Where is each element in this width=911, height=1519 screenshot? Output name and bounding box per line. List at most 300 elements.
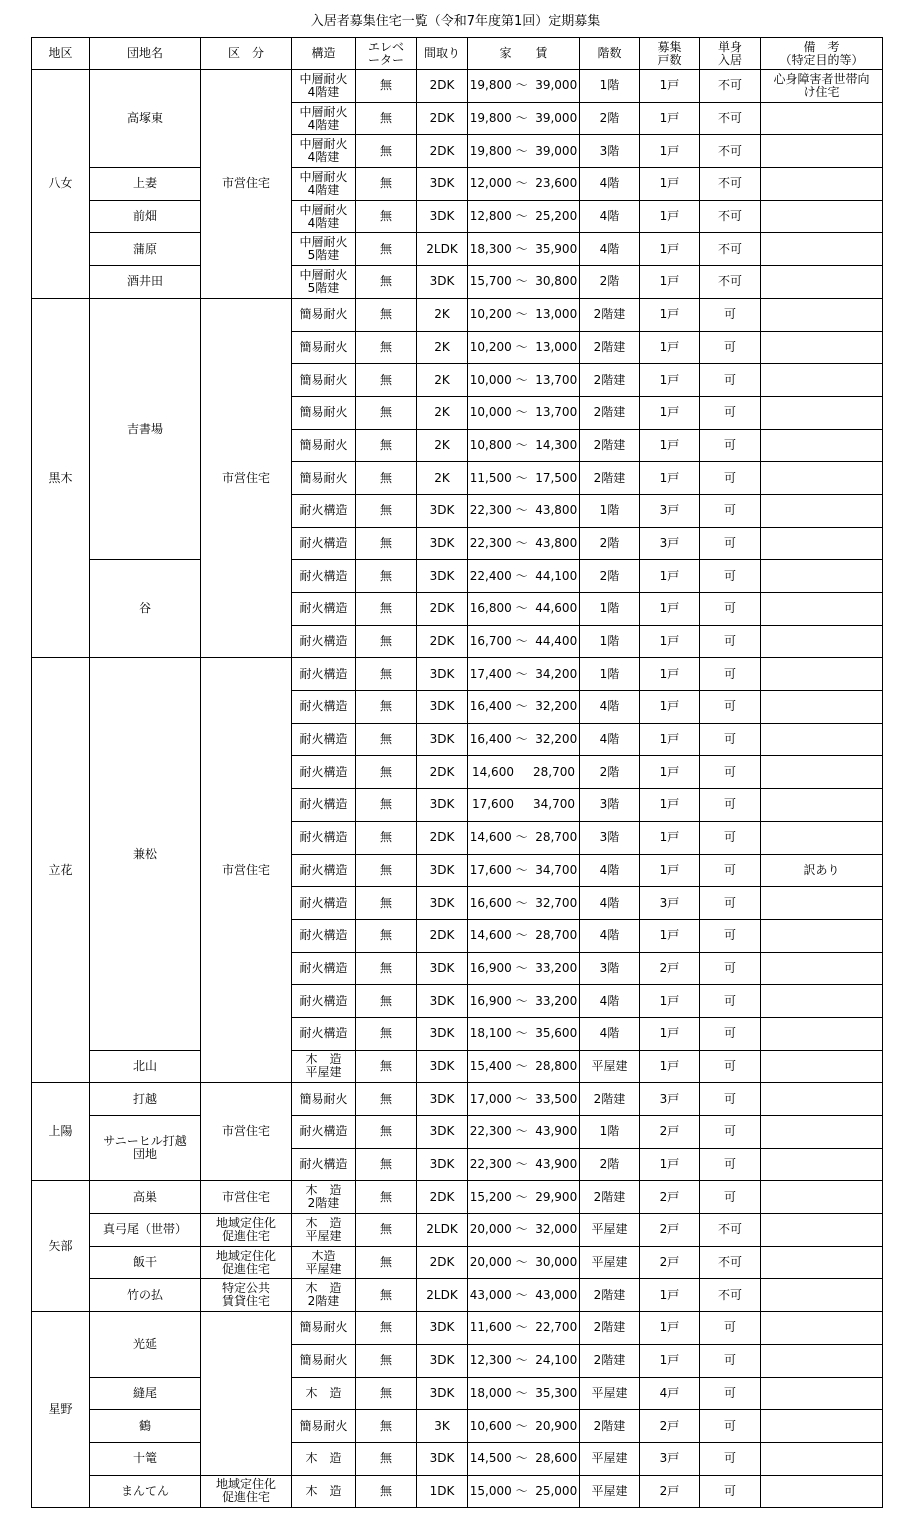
rent-cell: 12,000 ～ 23,600: [468, 168, 580, 201]
single-cell: 不可: [700, 1246, 761, 1279]
remarks-cell: [761, 1050, 883, 1083]
district-cell: 上陽: [32, 1083, 90, 1181]
elevator-cell: 無: [356, 494, 417, 527]
structure-cell: 中層耐火 4階建: [292, 168, 356, 201]
structure-cell: 耐火構造: [292, 593, 356, 626]
elevator-cell: 無: [356, 1181, 417, 1214]
elevator-cell: 無: [356, 789, 417, 822]
table-row: [32, 70, 883, 103]
rent-cell: 43,000 ～ 43,000: [468, 1279, 580, 1312]
remarks-cell: 訳あり: [761, 854, 883, 887]
layout-cell: 3DK: [417, 854, 468, 887]
remarks-cell: [761, 821, 883, 854]
structure-cell: 耐火構造: [292, 985, 356, 1018]
layout-cell: 3DK: [417, 1377, 468, 1410]
floor-cell: 2階: [580, 266, 640, 299]
rent-cell: 10,000 ～ 13,700: [468, 396, 580, 429]
units-cell: 1戸: [640, 462, 700, 495]
remarks-cell: [761, 1442, 883, 1475]
units-cell: 2戸: [640, 1116, 700, 1149]
district-cell: 星野: [32, 1312, 90, 1508]
elevator-cell: 無: [356, 70, 417, 103]
floor-cell: 4階: [580, 168, 640, 201]
elevator-cell: 無: [356, 1475, 417, 1508]
layout-cell: 3DK: [417, 691, 468, 724]
floor-cell: 3階: [580, 952, 640, 985]
structure-cell: 耐火構造: [292, 887, 356, 920]
floor-cell: 1階: [580, 625, 640, 658]
category-cell: 市営住宅: [201, 1083, 292, 1181]
units-cell: 1戸: [640, 298, 700, 331]
units-cell: 2戸: [640, 1246, 700, 1279]
units-cell: 1戸: [640, 135, 700, 168]
single-cell: 可: [700, 1017, 761, 1050]
elevator-cell: 無: [356, 1050, 417, 1083]
units-cell: 1戸: [640, 396, 700, 429]
units-cell: 1戸: [640, 593, 700, 626]
elevator-cell: 無: [356, 1246, 417, 1279]
remarks-cell: [761, 102, 883, 135]
layout-cell: 3DK: [417, 1442, 468, 1475]
layout-cell: 3DK: [417, 1344, 468, 1377]
structure-cell: 簡易耐火: [292, 331, 356, 364]
units-cell: 1戸: [640, 723, 700, 756]
elevator-cell: 無: [356, 527, 417, 560]
remarks-cell: [761, 985, 883, 1018]
single-cell: 可: [700, 1181, 761, 1214]
category-cell: 市営住宅: [201, 1181, 292, 1214]
structure-cell: 中層耐火 4階建: [292, 200, 356, 233]
col-header-structure: 構造: [292, 38, 356, 70]
rent-cell: 22,300 ～ 43,800: [468, 494, 580, 527]
single-cell: 可: [700, 593, 761, 626]
single-cell: 可: [700, 1475, 761, 1508]
single-cell: 可: [700, 527, 761, 560]
district-cell: 矢部: [32, 1181, 90, 1312]
structure-cell: 簡易耐火: [292, 462, 356, 495]
table-row: [32, 168, 883, 201]
floor-cell: 2階建: [580, 429, 640, 462]
units-cell: 1戸: [640, 266, 700, 299]
single-cell: 不可: [700, 200, 761, 233]
units-cell: 1戸: [640, 1017, 700, 1050]
structure-cell: 簡易耐火: [292, 396, 356, 429]
remarks-cell: [761, 266, 883, 299]
rent-cell: 10,800 ～ 14,300: [468, 429, 580, 462]
units-cell: 3戸: [640, 527, 700, 560]
table-row: [32, 298, 883, 331]
floor-cell: 2階建: [580, 1279, 640, 1312]
elevator-cell: 無: [356, 723, 417, 756]
table-row: [32, 1181, 883, 1214]
remarks-cell: [761, 1181, 883, 1214]
layout-cell: 3DK: [417, 527, 468, 560]
structure-cell: 耐火構造: [292, 952, 356, 985]
single-cell: 可: [700, 364, 761, 397]
units-cell: 1戸: [640, 1344, 700, 1377]
layout-cell: 2DK: [417, 1181, 468, 1214]
remarks-cell: [761, 1148, 883, 1181]
rent-cell: 12,300 ～ 24,100: [468, 1344, 580, 1377]
rent-cell: 17,600 34,700: [468, 789, 580, 822]
elevator-cell: 無: [356, 1279, 417, 1312]
floor-cell: 2階建: [580, 462, 640, 495]
rent-cell: 16,900 ～ 33,200: [468, 985, 580, 1018]
rent-cell: 14,500 ～ 28,600: [468, 1442, 580, 1475]
table-row: [32, 560, 883, 593]
table-row: [32, 1312, 883, 1345]
single-cell: 可: [700, 331, 761, 364]
structure-cell: 木 造 平屋建: [292, 1050, 356, 1083]
single-cell: 可: [700, 691, 761, 724]
remarks-cell: [761, 625, 883, 658]
elevator-cell: 無: [356, 1214, 417, 1247]
elevator-cell: 無: [356, 331, 417, 364]
remarks-cell: [761, 1116, 883, 1149]
col-header-category: 区 分: [201, 38, 292, 70]
remarks-cell: [761, 1083, 883, 1116]
elevator-cell: 無: [356, 396, 417, 429]
structure-cell: 中層耐火 4階建: [292, 102, 356, 135]
units-cell: 2戸: [640, 1214, 700, 1247]
rent-cell: 17,600 ～ 34,700: [468, 854, 580, 887]
floor-cell: 4階: [580, 985, 640, 1018]
units-cell: 2戸: [640, 952, 700, 985]
rent-cell: 18,000 ～ 35,300: [468, 1377, 580, 1410]
table-row: [32, 1410, 883, 1443]
structure-cell: 耐火構造: [292, 789, 356, 822]
single-cell: 可: [700, 560, 761, 593]
units-cell: 3戸: [640, 887, 700, 920]
elevator-cell: 無: [356, 658, 417, 691]
single-cell: 可: [700, 789, 761, 822]
floor-cell: 1階: [580, 494, 640, 527]
page-title: 入居者募集住宅一覧（令和7年度第1回）定期募集: [310, 14, 601, 29]
complex-name-cell: 縫尾: [90, 1377, 201, 1410]
units-cell: 1戸: [640, 168, 700, 201]
rent-cell: 22,300 ～ 43,900: [468, 1148, 580, 1181]
single-cell: 可: [700, 985, 761, 1018]
category-cell: 市営住宅: [201, 658, 292, 1083]
complex-name-cell: 打越: [90, 1083, 201, 1116]
floor-cell: 3階: [580, 789, 640, 822]
housing-table: [31, 37, 883, 1508]
remarks-cell: [761, 364, 883, 397]
layout-cell: 2DK: [417, 821, 468, 854]
rent-cell: 16,800 ～ 44,600: [468, 593, 580, 626]
remarks-cell: [761, 298, 883, 331]
single-cell: 可: [700, 1050, 761, 1083]
floor-cell: 平屋建: [580, 1246, 640, 1279]
units-cell: 1戸: [640, 102, 700, 135]
structure-cell: 耐火構造: [292, 1148, 356, 1181]
remarks-cell: [761, 1410, 883, 1443]
elevator-cell: 無: [356, 625, 417, 658]
single-cell: 不可: [700, 233, 761, 266]
floor-cell: 1階: [580, 70, 640, 103]
structure-cell: 簡易耐火: [292, 1083, 356, 1116]
rent-cell: 19,800 ～ 39,000: [468, 102, 580, 135]
floor-cell: 平屋建: [580, 1377, 640, 1410]
floor-cell: 2階建: [580, 1344, 640, 1377]
layout-cell: 2LDK: [417, 1279, 468, 1312]
single-cell: 可: [700, 625, 761, 658]
complex-name-cell: 前畑: [90, 200, 201, 233]
remarks-cell: [761, 462, 883, 495]
units-cell: 1戸: [640, 854, 700, 887]
layout-cell: 3DK: [417, 266, 468, 299]
layout-cell: 2DK: [417, 1246, 468, 1279]
floor-cell: 1階: [580, 658, 640, 691]
units-cell: 1戸: [640, 331, 700, 364]
rent-cell: 15,200 ～ 29,900: [468, 1181, 580, 1214]
units-cell: 1戸: [640, 625, 700, 658]
remarks-cell: [761, 1344, 883, 1377]
remarks-cell: [761, 560, 883, 593]
remarks-cell: [761, 1475, 883, 1508]
remarks-cell: [761, 887, 883, 920]
complex-name-cell: 上妻: [90, 168, 201, 201]
units-cell: 4戸: [640, 1377, 700, 1410]
category-cell: 地域定住化 促進住宅: [201, 1246, 292, 1279]
remarks-cell: [761, 658, 883, 691]
rent-cell: 15,400 ～ 28,800: [468, 1050, 580, 1083]
remarks-cell: [761, 200, 883, 233]
floor-cell: 4階: [580, 1017, 640, 1050]
rent-cell: 19,800 ～ 39,000: [468, 70, 580, 103]
elevator-cell: 無: [356, 200, 417, 233]
units-cell: 1戸: [640, 821, 700, 854]
layout-cell: 3DK: [417, 560, 468, 593]
floor-cell: 4階: [580, 723, 640, 756]
floor-cell: 2階建: [580, 396, 640, 429]
layout-cell: 2DK: [417, 70, 468, 103]
complex-name-cell: 十篭: [90, 1442, 201, 1475]
elevator-cell: 無: [356, 1017, 417, 1050]
units-cell: 1戸: [640, 1312, 700, 1345]
elevator-cell: 無: [356, 1442, 417, 1475]
remarks-cell: 心身障害者世帯向 け住宅: [761, 70, 883, 103]
rent-cell: 22,400 ～ 44,100: [468, 560, 580, 593]
rent-cell: 14,600 ～ 28,700: [468, 821, 580, 854]
single-cell: 可: [700, 429, 761, 462]
complex-name-cell: まんてん: [90, 1475, 201, 1508]
floor-cell: 2階建: [580, 298, 640, 331]
single-cell: 可: [700, 1083, 761, 1116]
structure-cell: 簡易耐火: [292, 1344, 356, 1377]
rent-cell: 10,200 ～ 13,000: [468, 298, 580, 331]
table-row: [32, 1083, 883, 1116]
units-cell: 3戸: [640, 1442, 700, 1475]
remarks-cell: [761, 1214, 883, 1247]
single-cell: 不可: [700, 70, 761, 103]
rent-cell: 16,400 ～ 32,200: [468, 723, 580, 756]
structure-cell: 木造 平屋建: [292, 1246, 356, 1279]
table-row: [32, 1050, 883, 1083]
layout-cell: 2LDK: [417, 1214, 468, 1247]
floor-cell: 4階: [580, 691, 640, 724]
structure-cell: 簡易耐火: [292, 429, 356, 462]
single-cell: 可: [700, 919, 761, 952]
elevator-cell: 無: [356, 1148, 417, 1181]
single-cell: 可: [700, 756, 761, 789]
elevator-cell: 無: [356, 919, 417, 952]
col-header-layout: 間取り: [417, 38, 468, 70]
remarks-cell: [761, 527, 883, 560]
complex-name-cell: サニーヒル打越 団地: [90, 1116, 201, 1181]
table-row: [32, 1116, 883, 1149]
units-cell: 1戸: [640, 658, 700, 691]
floor-cell: 平屋建: [580, 1442, 640, 1475]
floor-cell: 2階: [580, 1148, 640, 1181]
floor-cell: 2階建: [580, 1181, 640, 1214]
single-cell: 可: [700, 1410, 761, 1443]
table-row: [32, 1377, 883, 1410]
layout-cell: 3DK: [417, 985, 468, 1018]
layout-cell: 2DK: [417, 102, 468, 135]
remarks-cell: [761, 1312, 883, 1345]
structure-cell: 耐火構造: [292, 658, 356, 691]
single-cell: 可: [700, 462, 761, 495]
complex-name-cell: 光延: [90, 1312, 201, 1377]
floor-cell: 4階: [580, 919, 640, 952]
units-cell: 1戸: [640, 1148, 700, 1181]
single-cell: 可: [700, 952, 761, 985]
elevator-cell: 無: [356, 854, 417, 887]
layout-cell: 1DK: [417, 1475, 468, 1508]
remarks-cell: [761, 233, 883, 266]
single-cell: 不可: [700, 1214, 761, 1247]
rent-cell: 20,000 ～ 30,000: [468, 1246, 580, 1279]
floor-cell: 2階: [580, 102, 640, 135]
layout-cell: 3DK: [417, 723, 468, 756]
category-cell: 市営住宅: [201, 298, 292, 658]
elevator-cell: 無: [356, 821, 417, 854]
structure-cell: 耐火構造: [292, 723, 356, 756]
rent-cell: 14,600 28,700: [468, 756, 580, 789]
structure-cell: 耐火構造: [292, 821, 356, 854]
rent-cell: 19,800 ～ 39,000: [468, 135, 580, 168]
units-cell: 1戸: [640, 1279, 700, 1312]
layout-cell: 2LDK: [417, 233, 468, 266]
table-row: [32, 1475, 883, 1508]
layout-cell: 3DK: [417, 1017, 468, 1050]
structure-cell: 中層耐火 4階建: [292, 135, 356, 168]
floor-cell: 平屋建: [580, 1214, 640, 1247]
complex-name-cell: 北山: [90, 1050, 201, 1083]
table-row: [32, 1279, 883, 1312]
structure-cell: 耐火構造: [292, 756, 356, 789]
layout-cell: 3DK: [417, 200, 468, 233]
table-row: [32, 658, 883, 691]
district-cell: 八女: [32, 70, 90, 299]
floor-cell: 2階: [580, 560, 640, 593]
structure-cell: 木 造 平屋建: [292, 1214, 356, 1247]
remarks-cell: [761, 952, 883, 985]
units-cell: 2戸: [640, 1181, 700, 1214]
elevator-cell: 無: [356, 985, 417, 1018]
single-cell: 可: [700, 658, 761, 691]
floor-cell: 4階: [580, 233, 640, 266]
elevator-cell: 無: [356, 952, 417, 985]
elevator-cell: 無: [356, 168, 417, 201]
structure-cell: 耐火構造: [292, 854, 356, 887]
structure-cell: 耐火構造: [292, 625, 356, 658]
layout-cell: 2K: [417, 298, 468, 331]
structure-cell: 木 造 2階建: [292, 1279, 356, 1312]
floor-cell: 2階: [580, 756, 640, 789]
col-header-rent: 家 賃: [468, 38, 580, 70]
complex-name-cell: 酒井田: [90, 266, 201, 299]
elevator-cell: 無: [356, 1410, 417, 1443]
layout-cell: 2DK: [417, 919, 468, 952]
structure-cell: 簡易耐火: [292, 1410, 356, 1443]
category-cell: [201, 1312, 292, 1475]
rent-cell: 16,600 ～ 32,700: [468, 887, 580, 920]
units-cell: 1戸: [640, 200, 700, 233]
elevator-cell: 無: [356, 887, 417, 920]
units-cell: 3戸: [640, 1083, 700, 1116]
remarks-cell: [761, 331, 883, 364]
floor-cell: 3階: [580, 135, 640, 168]
single-cell: 不可: [700, 135, 761, 168]
floor-cell: 平屋建: [580, 1050, 640, 1083]
structure-cell: 中層耐火 4階建: [292, 70, 356, 103]
complex-name-cell: 真弓尾（世帯）: [90, 1214, 201, 1247]
layout-cell: 3K: [417, 1410, 468, 1443]
single-cell: 不可: [700, 266, 761, 299]
units-cell: 1戸: [640, 429, 700, 462]
layout-cell: 3DK: [417, 789, 468, 822]
table-row: [32, 266, 883, 299]
rent-cell: 15,000 ～ 25,000: [468, 1475, 580, 1508]
structure-cell: 簡易耐火: [292, 298, 356, 331]
units-cell: 2戸: [640, 1410, 700, 1443]
structure-cell: 耐火構造: [292, 560, 356, 593]
elevator-cell: 無: [356, 1312, 417, 1345]
elevator-cell: 無: [356, 593, 417, 626]
floor-cell: 2階建: [580, 1312, 640, 1345]
single-cell: 可: [700, 1344, 761, 1377]
elevator-cell: 無: [356, 298, 417, 331]
elevator-cell: 無: [356, 691, 417, 724]
floor-cell: 3階: [580, 821, 640, 854]
layout-cell: 2K: [417, 364, 468, 397]
elevator-cell: 無: [356, 429, 417, 462]
structure-cell: 木 造: [292, 1475, 356, 1508]
col-header-units: 募集 戸数: [640, 38, 700, 70]
single-cell: 可: [700, 854, 761, 887]
layout-cell: 3DK: [417, 1312, 468, 1345]
rent-cell: 15,700 ～ 30,800: [468, 266, 580, 299]
table-row: [32, 1214, 883, 1247]
table-row: [32, 1442, 883, 1475]
floor-cell: 2階建: [580, 1410, 640, 1443]
complex-name-cell: 兼松: [90, 658, 201, 1050]
elevator-cell: 無: [356, 560, 417, 593]
structure-cell: 中層耐火 5階建: [292, 233, 356, 266]
single-cell: 不可: [700, 168, 761, 201]
rent-cell: 22,300 ～ 43,900: [468, 1116, 580, 1149]
units-cell: 1戸: [640, 1050, 700, 1083]
single-cell: 可: [700, 887, 761, 920]
rent-cell: 17,400 ～ 34,200: [468, 658, 580, 691]
remarks-cell: [761, 919, 883, 952]
single-cell: 可: [700, 1377, 761, 1410]
layout-cell: 2DK: [417, 593, 468, 626]
rent-cell: 16,400 ～ 32,200: [468, 691, 580, 724]
single-cell: 不可: [700, 102, 761, 135]
